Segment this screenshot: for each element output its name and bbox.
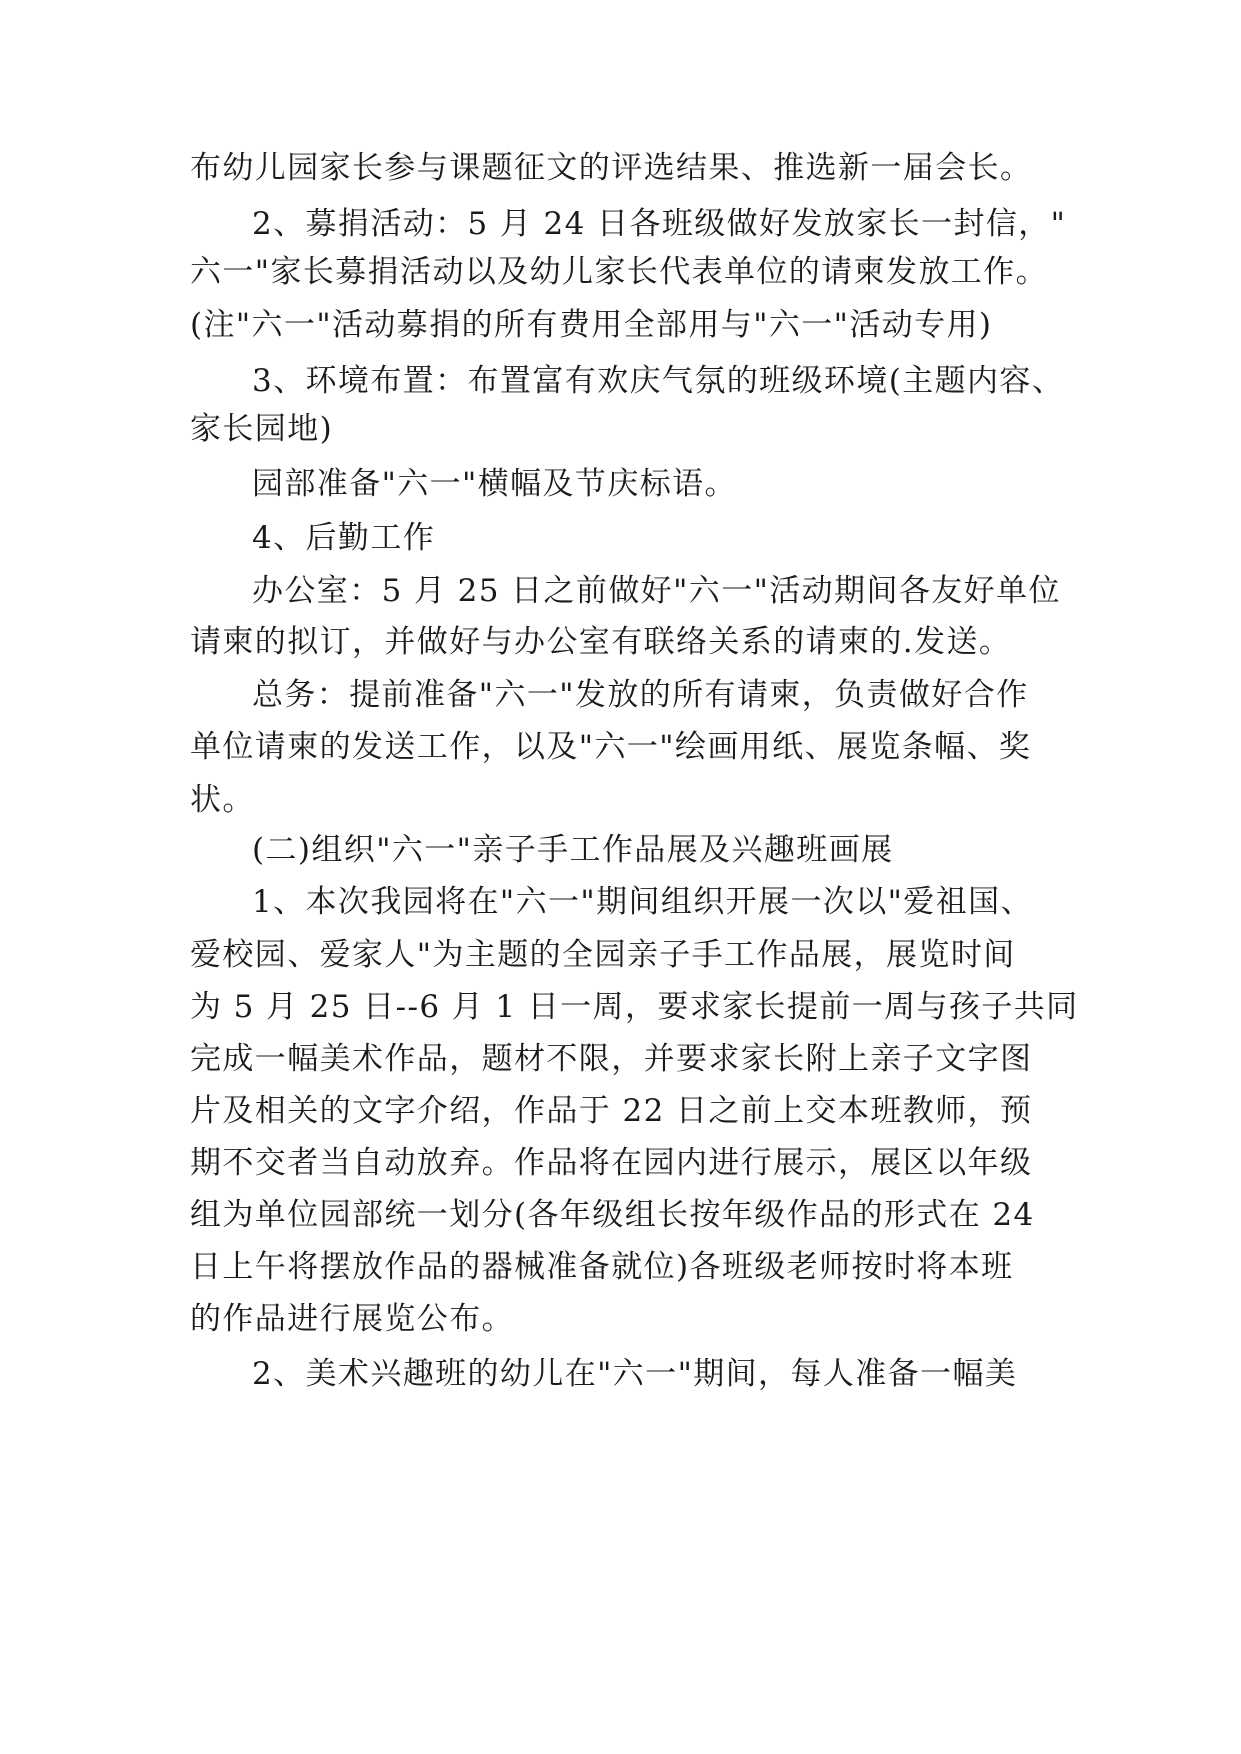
section-heading: 4、后勤工作	[252, 520, 436, 556]
paragraph-first-line: 办公室：5 月 25 日之前做好"六一"活动期间各友好单位	[252, 573, 1061, 609]
text-line: 爱校园、爱家人"为主题的全园亲子手工作品展，展览时间	[190, 937, 1016, 973]
text-line: 布幼儿园家长参与课题征文的评选结果、推选新一届会长。	[190, 150, 1033, 186]
section-heading: (二)组织"六一"亲子手工作品展及兴趣班画展	[252, 832, 894, 868]
text-line: 片及相关的文字介绍，作品于 22 日之前上交本班教师，预	[190, 1093, 1033, 1129]
paragraph-first-line: 总务：提前准备"六一"发放的所有请柬，负责做好合作	[252, 677, 1029, 713]
text-line: 请柬的拟订，并做好与办公室有联络关系的请柬的.发送。	[190, 624, 1012, 660]
paragraph-first-line: 1、本次我园将在"六一"期间组织开展一次以"爱祖国、	[252, 884, 1033, 920]
text-line: 完成一幅美术作品，题材不限，并要求家长附上亲子文字图	[190, 1041, 1033, 1077]
text-line: 家长园地)	[190, 411, 334, 447]
paragraph-first-line: 园部准备"六一"横幅及节庆标语。	[252, 466, 737, 502]
text-line: 期不交者当自动放弃。作品将在园内进行展示，展区以年级	[190, 1145, 1033, 1181]
text-line: (注"六一"活动募捐的所有费用全部用与"六一"活动专用)	[190, 307, 993, 343]
text-line: 状。	[190, 782, 255, 818]
text-line: 为 5 月 25 日--6 月 1 日一周，要求家长提前一周与孩子共同	[190, 989, 1079, 1025]
text-line: 的作品进行展览公布。	[190, 1301, 514, 1337]
text-line: 六一"家长募捐活动以及幼儿家长代表单位的请柬发放工作。	[190, 254, 1049, 290]
paragraph-first-line: 2、募捐活动：5 月 24 日各班级做好发放家长一封信，"	[252, 206, 1067, 242]
text-line: 组为单位园部统一划分(各年级组长按年级作品的形式在 24	[190, 1197, 1035, 1233]
paragraph-first-line: 2、美术兴趣班的幼儿在"六一"期间，每人准备一幅美	[252, 1356, 1018, 1392]
text-line: 日上午将摆放作品的器械准备就位)各班级老师按时将本班	[190, 1249, 1014, 1285]
paragraph-first-line: 3、环境布置：布置富有欢庆气氛的班级环境(主题内容、	[252, 363, 1065, 399]
text-line: 单位请柬的发送工作，以及"六一"绘画用纸、展览条幅、奖	[190, 729, 1032, 765]
